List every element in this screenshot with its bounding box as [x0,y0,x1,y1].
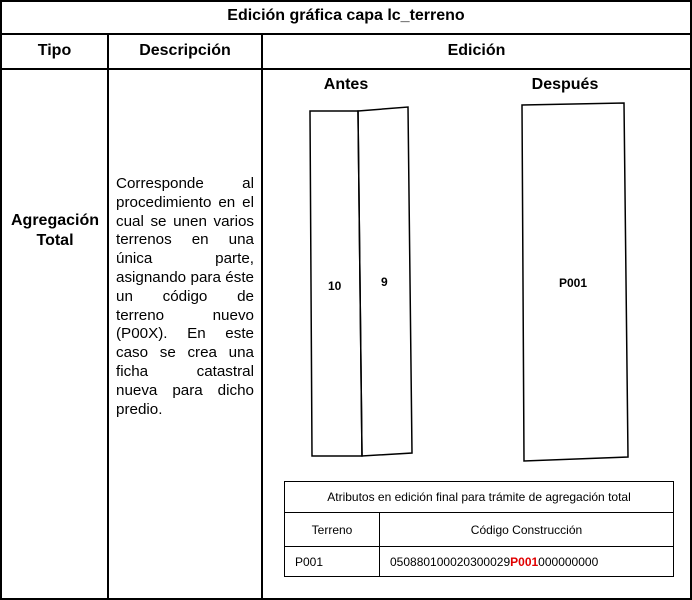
col-divider-1 [107,33,109,600]
terreno-value: P001 [285,547,380,576]
descripcion-text: Corresponde al procedimiento en el cual se unen varios terrenos en una única parte, asignando para éste un código de terreno nuevo (P00X). En este caso se crea una ficha catastral nueva para dicho predio. [116,175,254,418]
parcel-p001-label: P001 [559,276,588,290]
codigo-highlight: P001 [510,554,539,569]
col-codigo-header: Código Construcción [470,522,583,537]
tipo-value: Agregación Total [10,212,99,249]
title-divider [0,33,692,35]
attributes-data-row [285,547,673,576]
header-descripcion: Descripción [139,42,231,59]
parcel-drawing [262,90,690,475]
header-edicion: Edición [447,42,506,59]
parcel-9-label: 9 [381,275,388,289]
header-tipo: Tipo [37,42,72,59]
antes-label: Antes [323,76,369,93]
attributes-table [284,481,674,577]
left-border [0,0,2,600]
table-title: Edición gráfica capa lc_terreno [227,7,465,24]
col-terreno-header: Terreno [285,513,380,546]
attributes-header-row [285,513,673,547]
attributes-caption-row [285,482,673,513]
codigo-value [380,547,673,576]
codigo-prefix: 050880100020300029 [390,554,511,569]
despues-label: Después [531,76,599,93]
codigo-suffix: 000000000 [538,554,599,569]
parcel-10-label: 10 [328,279,342,293]
header-divider [0,68,692,70]
attributes-caption: Atributos en edición final para trámite de agregación total [327,490,631,504]
top-border [0,0,692,2]
